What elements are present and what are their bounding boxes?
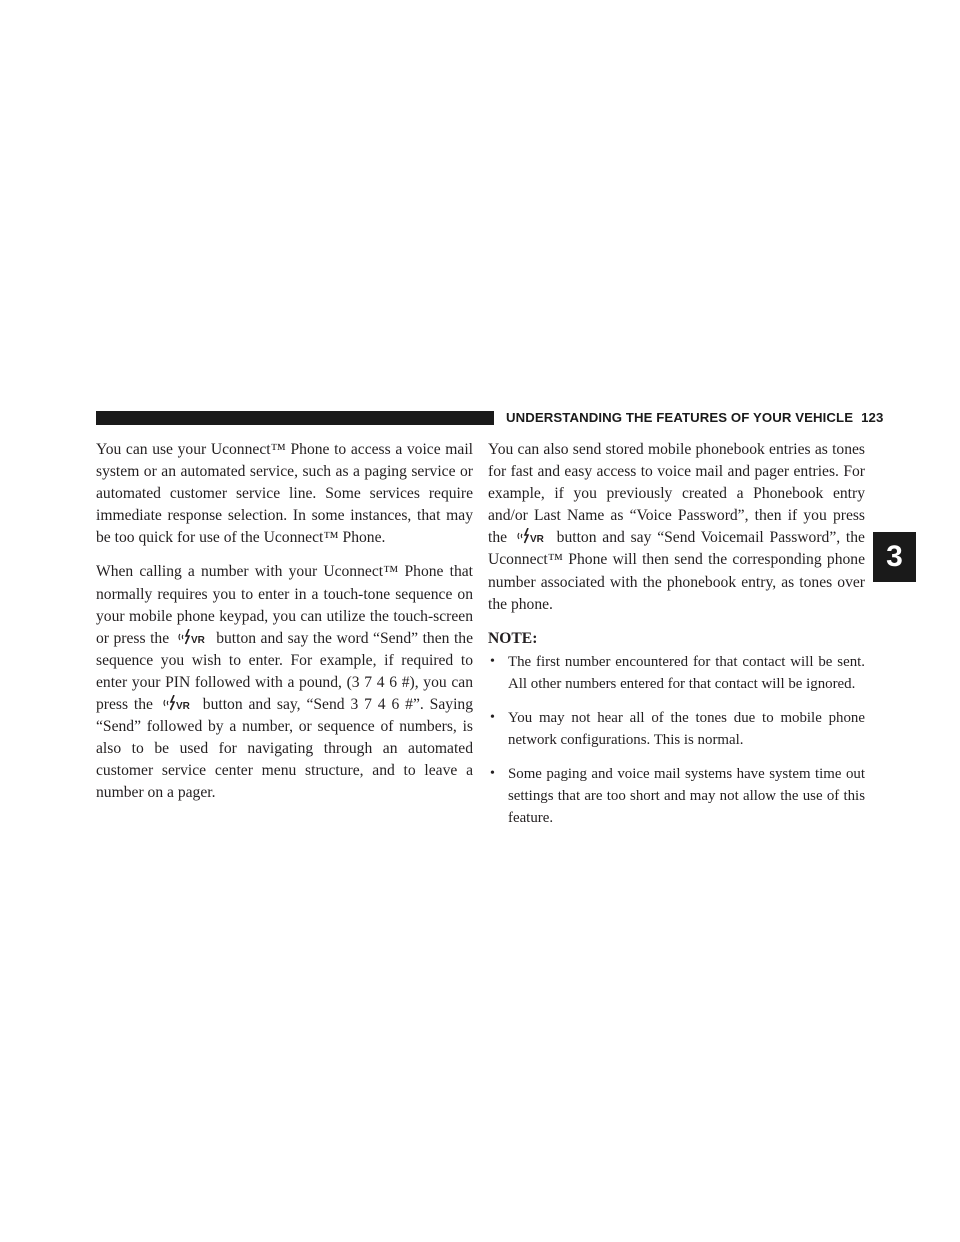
voice-recognition-icon [161, 695, 195, 711]
list-item [488, 707, 865, 751]
left-column [96, 439, 473, 817]
header-rule-bar [96, 411, 494, 425]
paragraph-text: When calling a number with your Uconnect™ Phone that normally requires you to enter in a touch-tone sequence on your mobile phone keypad, you can utilize the touch-screen or press the [96, 563, 473, 647]
vr-icon-label: VR [529, 534, 544, 545]
right-column [488, 439, 865, 842]
list-item-text: Some paging and voice mail systems have system time out settings that are too short and may not allow the use of this feature. [508, 766, 865, 827]
chapter-tab: 3 [873, 532, 916, 582]
bullet-icon: • [490, 653, 495, 669]
note-list [488, 651, 865, 830]
section-title: UNDERSTANDING THE FEATURES OF YOUR VEHICLE [506, 410, 854, 425]
running-header [506, 409, 883, 427]
paragraph-phonebook-tones [488, 439, 865, 616]
voice-recognition-icon [515, 528, 549, 544]
paragraph-text: button and say “Send Voicemail Password”, the Uconnect™ Phone will then send the corresponding phone number associated with the phonebook entry, as tones over the phone. [488, 529, 865, 613]
list-item-text: You may not hear all of the tones due to mobile phone network configurations. This is normal. [508, 710, 865, 749]
page-number: 123 [861, 410, 884, 425]
paragraph-voice-mail-intro: You can use your Uconnect™ Phone to access a voice mail system or an automated service, such as a paging service or automated customer service line. Some services require immediate response selection. In some instances, that may be too quick for use of the Uconnect™ Phone. [96, 441, 473, 547]
list-item [488, 763, 865, 829]
paragraph-text: button and say, “Send 3 7 4 6 #”. Saying “Send” followed by a number, or sequence of numbers, is also to be used for navigating through an automated customer service center menu structure, and to leave a number on a pager. [96, 696, 473, 802]
bullet-icon: • [490, 766, 495, 782]
voice-recognition-icon [176, 629, 210, 645]
list-item-text: The first number encountered for that contact will be sent. All other numbers entered for that contact will be ignored. [508, 653, 865, 692]
paragraph-touch-tone [96, 561, 473, 804]
vr-icon-label: VR [175, 701, 190, 712]
vr-icon-label: VR [190, 634, 205, 645]
note-label: NOTE: [488, 629, 538, 647]
paragraph-text: You can also send stored mobile phonebook entries as tones for fast and easy access to voice mail and pager entries. For example, if you previously created a Phonebook entry and/or Last Name as “Voice Password”, then if you press the [488, 441, 865, 547]
paragraph-text: button and say the word “Send” then the sequence you wish to enter. For example, if required to enter your PIN followed with a pound, (3 7 4 6 #), you can press the [96, 629, 473, 714]
list-item [488, 651, 865, 695]
bullet-icon: • [490, 710, 495, 726]
